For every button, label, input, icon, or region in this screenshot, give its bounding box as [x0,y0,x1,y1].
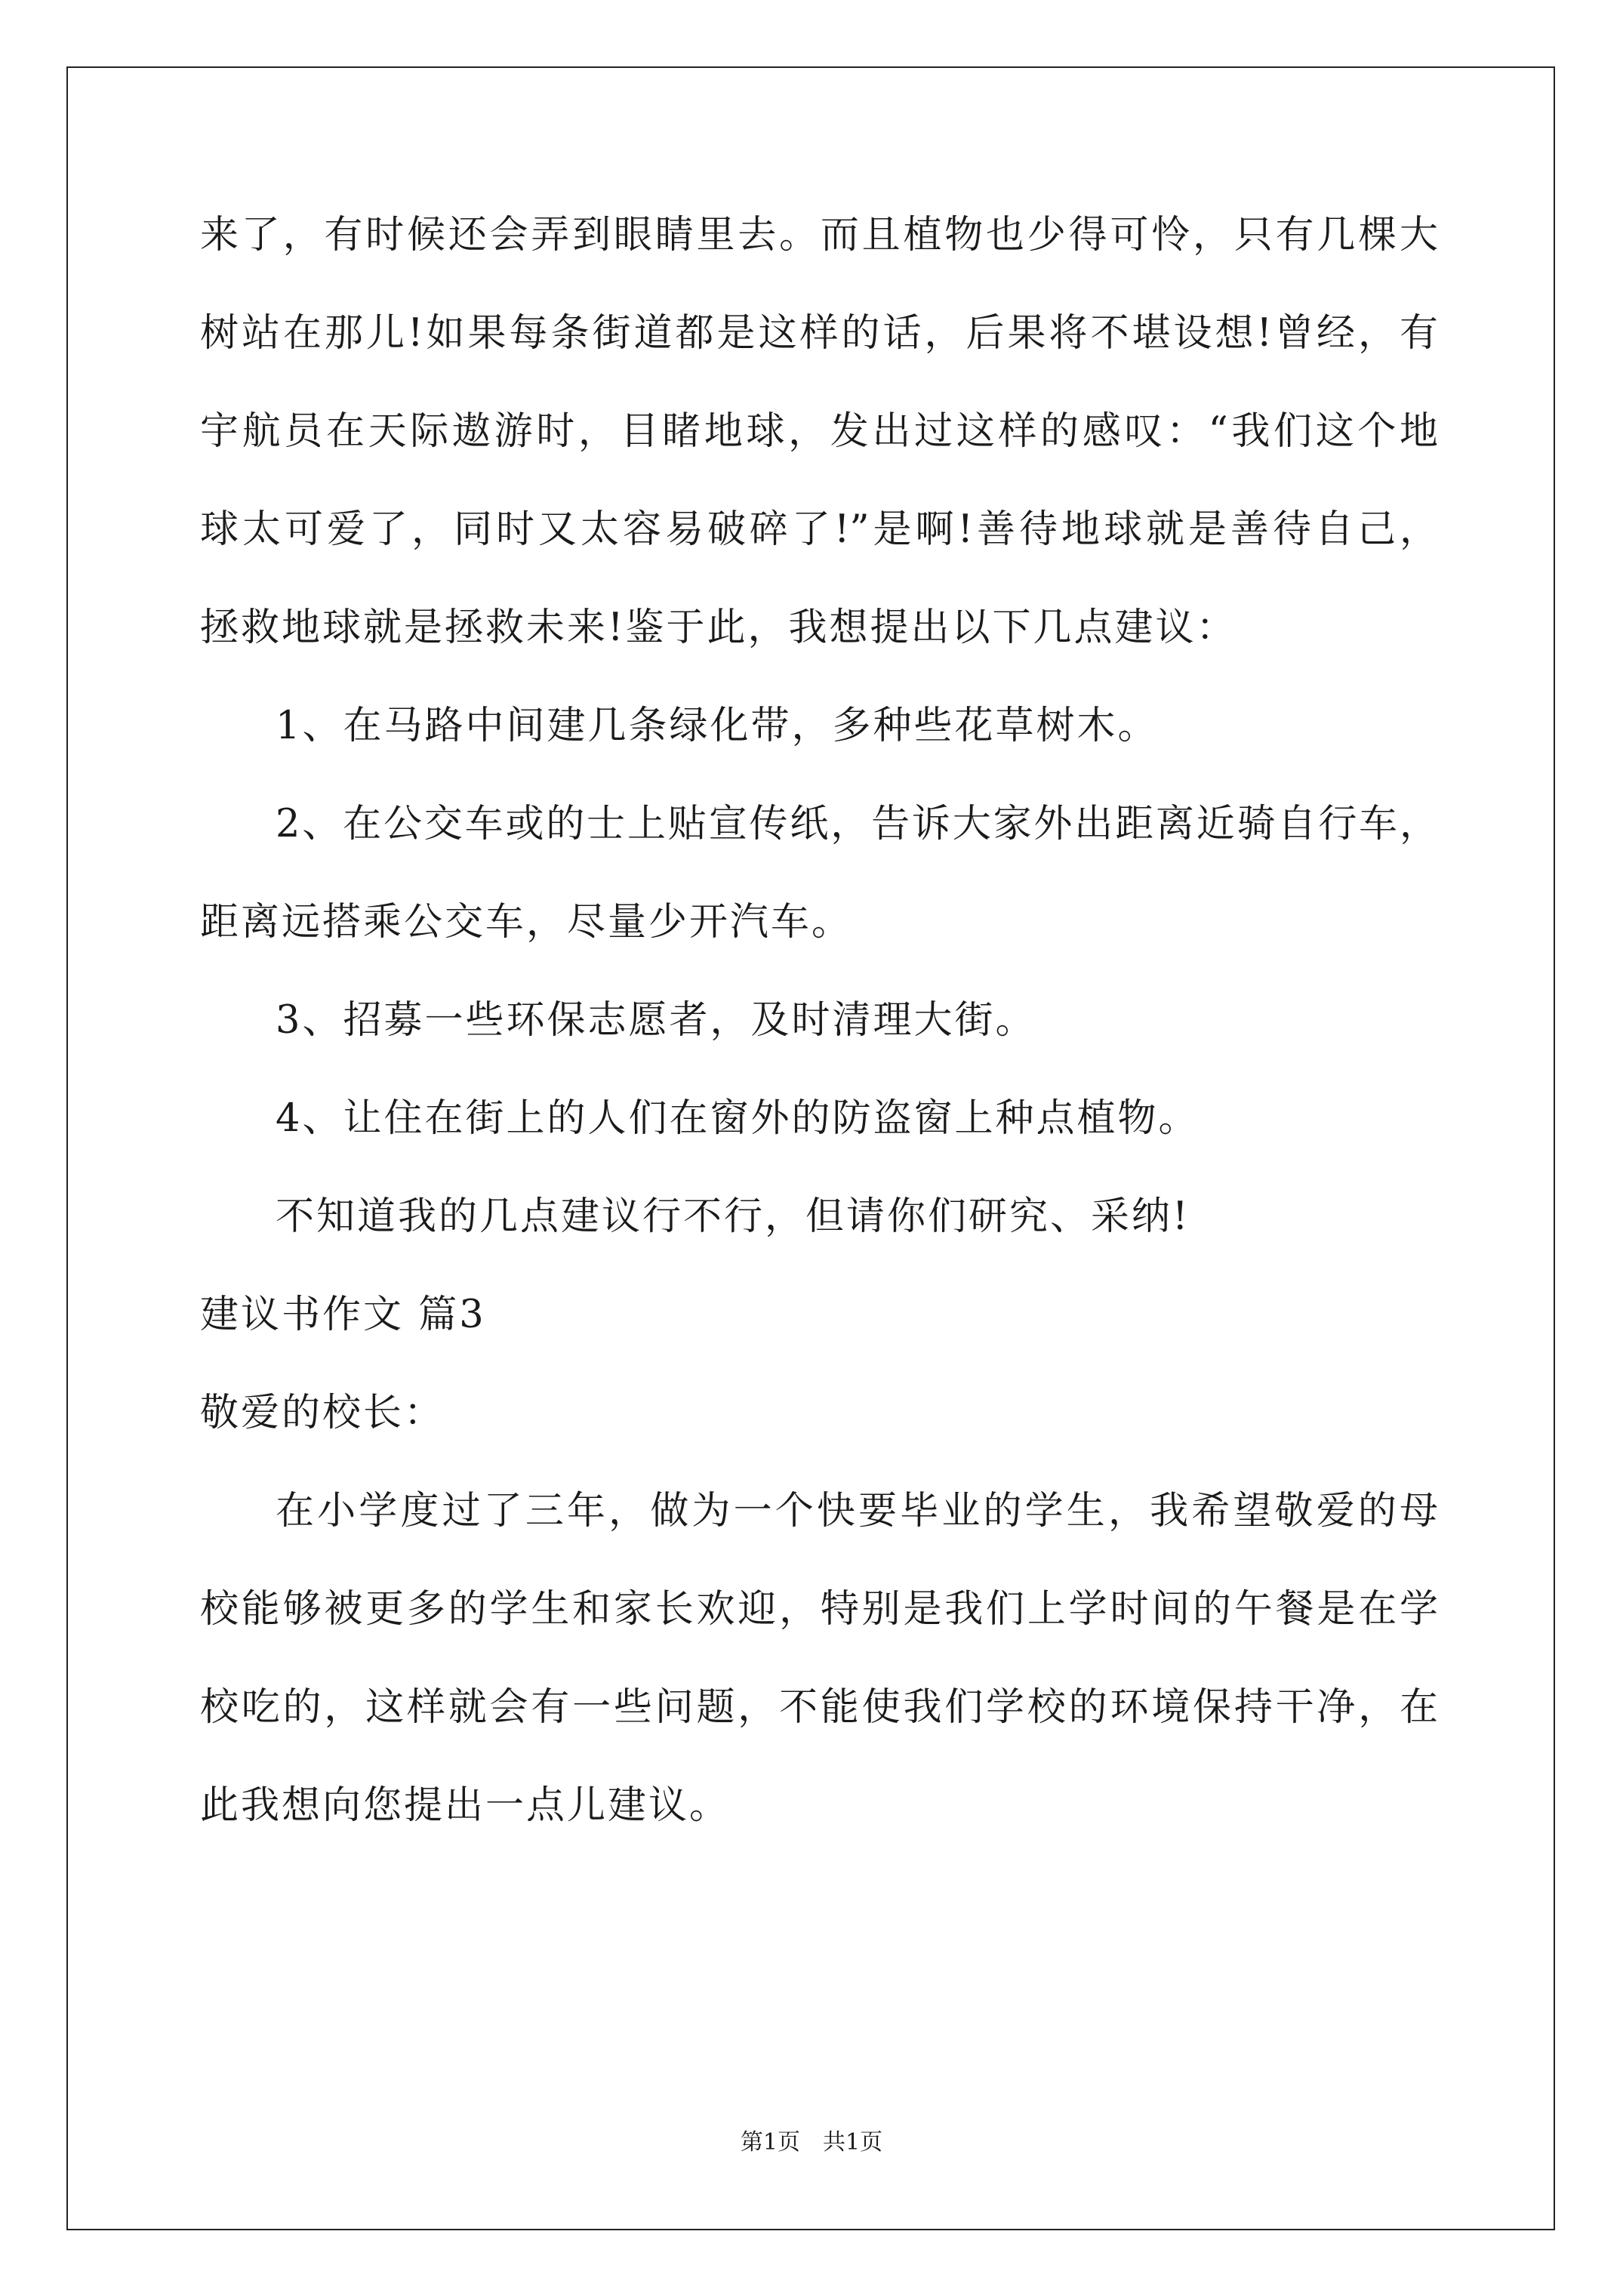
paragraph-line: 校能够被更多的学生和家长欢迎，特别是我们上学时间的午餐是在学 [200,1587,1438,1632]
paragraph-line: 校吃的，这样就会有一些问题，不能使我们学校的环境保持干净，在 [200,1685,1438,1730]
paragraph-line: 此我想向您提出一点儿建议。 [200,1783,731,1828]
suggestion-item: 3、招募一些环保志愿者，及时清理大街。 [276,998,1036,1043]
paragraph-line: 球太可爱了，同时又太容易破碎了!”是啊!善待地球就是善待自己， [200,507,1438,552]
page-number: 第1页 [740,2129,800,2156]
suggestion-item-continued: 距离远搭乘公交车，尽量少开汽车。 [200,900,853,945]
closing-sentence: 不知道我的几点建议行不行，但请你们研究、采纳! [276,1194,1190,1239]
suggestion-item: 1、在马路中间建几条绿化带，多种些花草树木。 [276,704,1159,748]
paragraph-line: 树站在那儿!如果每条街道都是这样的话，后果将不堪设想!曾经，有 [200,311,1438,356]
page-total: 共1页 [823,2129,883,2156]
page-footer [0,2129,1623,2156]
page-border [66,66,1555,2230]
suggestion-item: 2、在公交车或的士上贴宣传纸，告诉大家外出距离近骑自行车， [276,802,1438,846]
paragraph-line: 在小学度过了三年，做为一个快要毕业的学生，我希望敬爱的母 [276,1489,1438,1533]
paragraph-line: 来了，有时候还会弄到眼睛里去。而且植物也少得可怜，只有几棵大 [200,213,1438,257]
salutation: 敬爱的校长： [200,1391,445,1435]
section-heading: 建议书作文 篇3 [200,1293,486,1337]
suggestion-item: 4、让住在街上的人们在窗外的防盗窗上种点植物。 [276,1096,1200,1141]
paragraph-line: 宇航员在天际遨游时，目睹地球，发出过这样的感叹：“我们这个地 [200,409,1438,454]
paragraph-line: 拯救地球就是拯救未来!鉴于此，我想提出以下几点建议： [200,606,1237,650]
